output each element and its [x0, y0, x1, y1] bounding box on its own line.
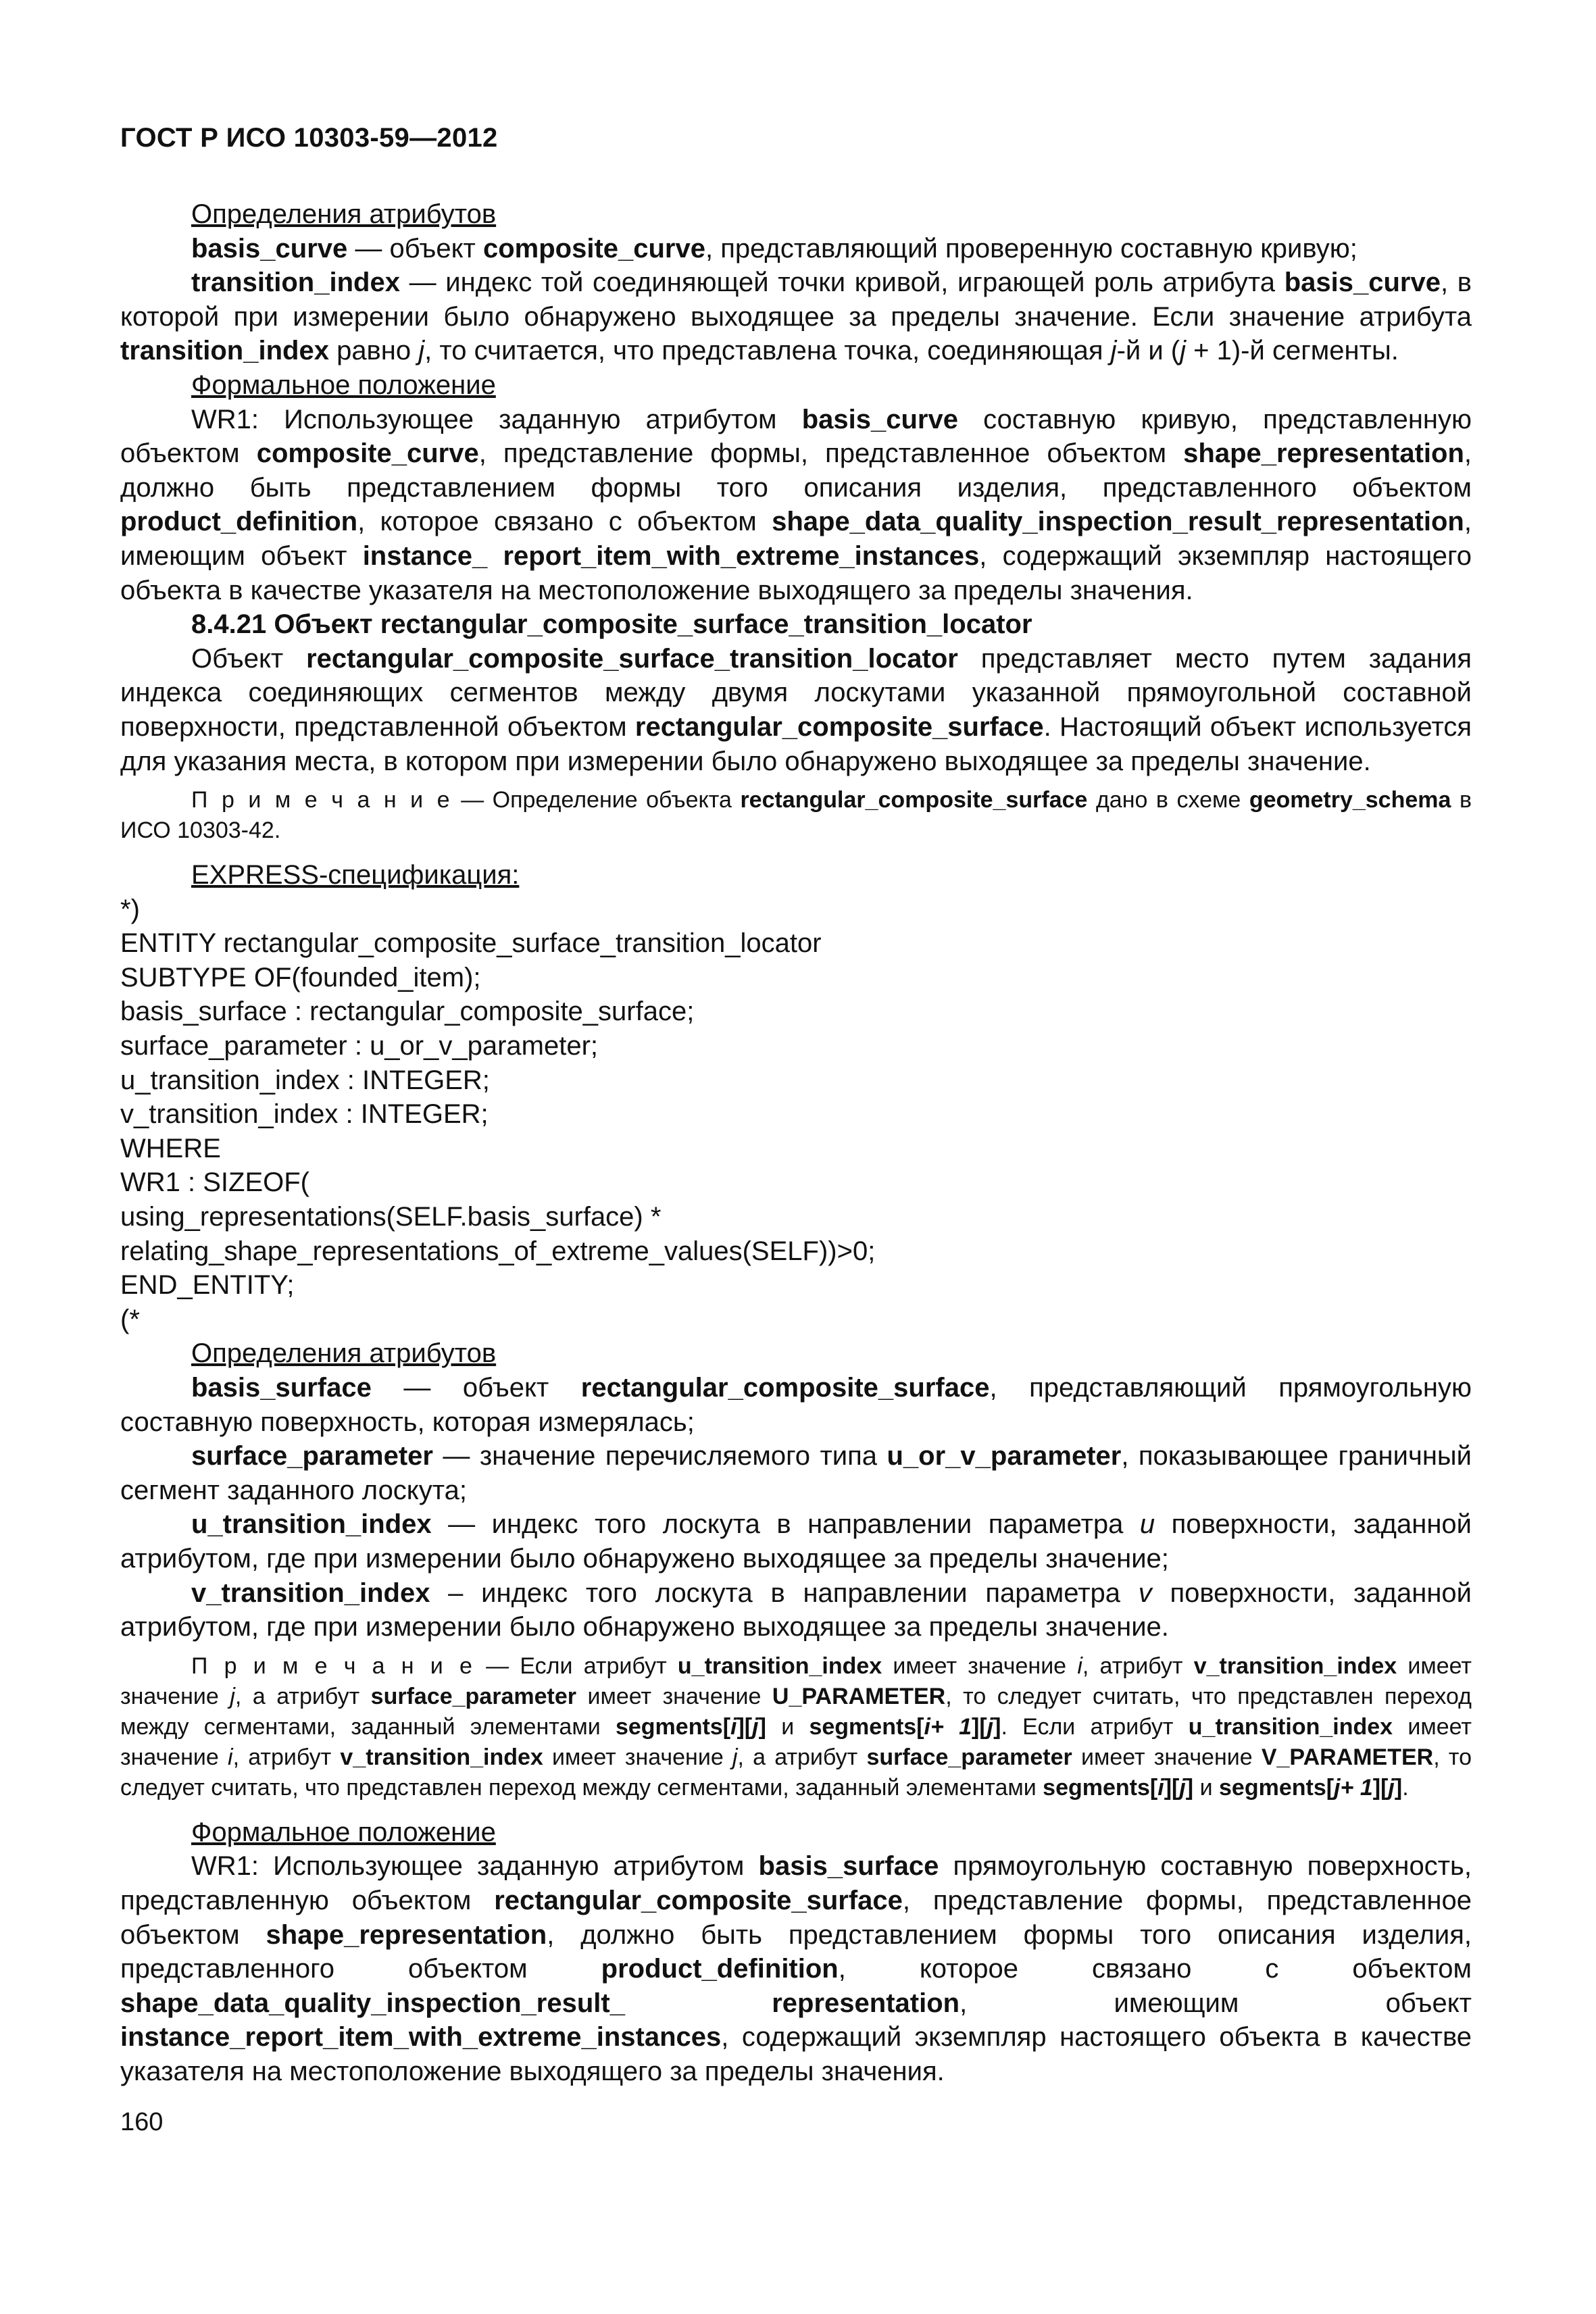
attributes-heading: Определения атрибутов [191, 199, 497, 229]
attributes-heading-2: Определения атрибутов [191, 1338, 497, 1369]
note-transition: П р и м е ч а н и е — Если атрибут u_transition_index имеет значение i, атрибут v_transition_index имеет значение j, а атрибут surface_parameter имеет значение U_PARAMETER, то следует считать, что представлен переход между сегментами, заданный элементами segments[i][j] и segments[i+ 1][j]. Если атрибут u_transition_index имеет значение i, атрибут v_transition_index имеет значение j, а атрибут surface_parameter имеет значение V_PARAMETER, то следует считать, что представлен переход между сегментами, заданный элементами segments[i][j] и segments[j+ 1][j]. [120, 1653, 1472, 1801]
code-line: WHERE [120, 1133, 221, 1163]
code-line: basis_surface : rectangular_composite_surface; [120, 997, 695, 1027]
wr1-surface-paragraph: WR1: Использующее заданную атрибутом basis_surface прямоугольную составную поверхность, представленную объектом rectangular_composite_surface, представление формы, представленное объектом shape_representation, должно быть представлением формы того описания изделия, представленного объектом product_definition, которое связано с объектом shape_data_quality_inspection_result_ representation, имеющим объект instance_report_item_with_extreme_instances, содержащий экземпляр настоящего объекта в качестве указателя на местоположение выходящего за пределы значения. [120, 1851, 1472, 2086]
code-line: (* [120, 1304, 140, 1334]
express-code-block [120, 892, 1472, 1337]
basis-surface-definition: basis_surface — объект rectangular_composite_surface, представляющий прямоугольную составную поверхность, которая измерялась; [120, 1373, 1472, 1437]
locator-description: Объект rectangular_composite_surface_transition_locator представляет место путем задания индекса соединяющих сегментов между двумя лоскутами указанной прямоугольной составной поверхности, представленной объектом rectangular_composite_surface. Настоящий объект используется для указания места, в котором при измерении было обнаружено выходящее за пределы значение. [120, 643, 1472, 776]
express-heading: EXPRESS-спецификация: [191, 860, 520, 890]
transition-index-definition: transition_index — индекс той соединяющей точки кривой, играющей роль атрибута basis_curve, в которой при измерении было обнаружено выходящее за пределы значение. Если значение атрибута transition_index равно j, то считается, что представлена точка, соединяющая j-й и (j + 1)-й сегменты. [120, 268, 1472, 366]
code-line: WR1 : SIZEOF( [120, 1167, 309, 1198]
u-transition-index-definition: u_transition_index — индекс того лоскута в направлении параметра u поверхности, заданной атрибутом, где при измерении было обнаружено выходящее за пределы значение; [120, 1509, 1472, 1574]
code-line: v_transition_index : INTEGER; [120, 1099, 489, 1130]
wr1-curve-paragraph: WR1: Использующее заданную атрибутом basis_curve составную кривую, представленную объектом composite_curve, представление формы, представленное объектом shape_representation, должно быть представлением формы того описания изделия, представленного объектом product_definition, которое связано с объектом shape_data_quality_inspection_result_representation, имеющим объект instance_ report_item_with_extreme_instances, содержащий экземпляр настоящего объекта в качестве указателя на местоположение выходящего за пределы значения. [120, 404, 1472, 605]
code-line: surface_parameter : u_or_v_parameter; [120, 1031, 599, 1061]
page-number: 160 [120, 2108, 164, 2136]
code-line: relating_shape_representations_of_extreme_values(SELF))>0; [120, 1236, 876, 1266]
section-heading: 8.4.21 Объект rectangular_composite_surface_transition_locator [191, 609, 1032, 640]
code-line: SUBTYPE OF(founded_item); [120, 962, 481, 992]
code-line: using_representations(SELF.basis_surface) * [120, 1202, 662, 1232]
surface-parameter-definition: surface_parameter — значение перечисляемого типа u_or_v_parameter, показывающее граничный сегмент заданного лоскута; [120, 1441, 1472, 1505]
page-content [120, 197, 1472, 2089]
basis-curve-definition: basis_curve — объект composite_curve, представляющий проверенную составную кривую; [191, 233, 1357, 263]
document-header: ГОСТ Р ИСО 10303-59—2012 [120, 123, 498, 153]
code-line: END_ENTITY; [120, 1270, 295, 1301]
formal-proposition-heading-2: Формальное положение [191, 1817, 496, 1847]
code-line: *) [120, 894, 140, 924]
formal-proposition-heading: Формальное положение [191, 370, 496, 400]
v-transition-index-definition: v_transition_index – индекс того лоскута в направлении параметра v поверхности, заданной атрибутом, где при измерении было обнаружено выходящее за пределы значение. [120, 1578, 1472, 1642]
code-line: u_transition_index : INTEGER; [120, 1065, 490, 1095]
code-line: ENTITY rectangular_composite_surface_transition_locator [120, 928, 822, 959]
note-geometry-schema: П р и м е ч а н и е — Определение объекта rectangular_composite_surface дано в схеме geometry_schema в ИСО 10303-42. [120, 787, 1472, 844]
